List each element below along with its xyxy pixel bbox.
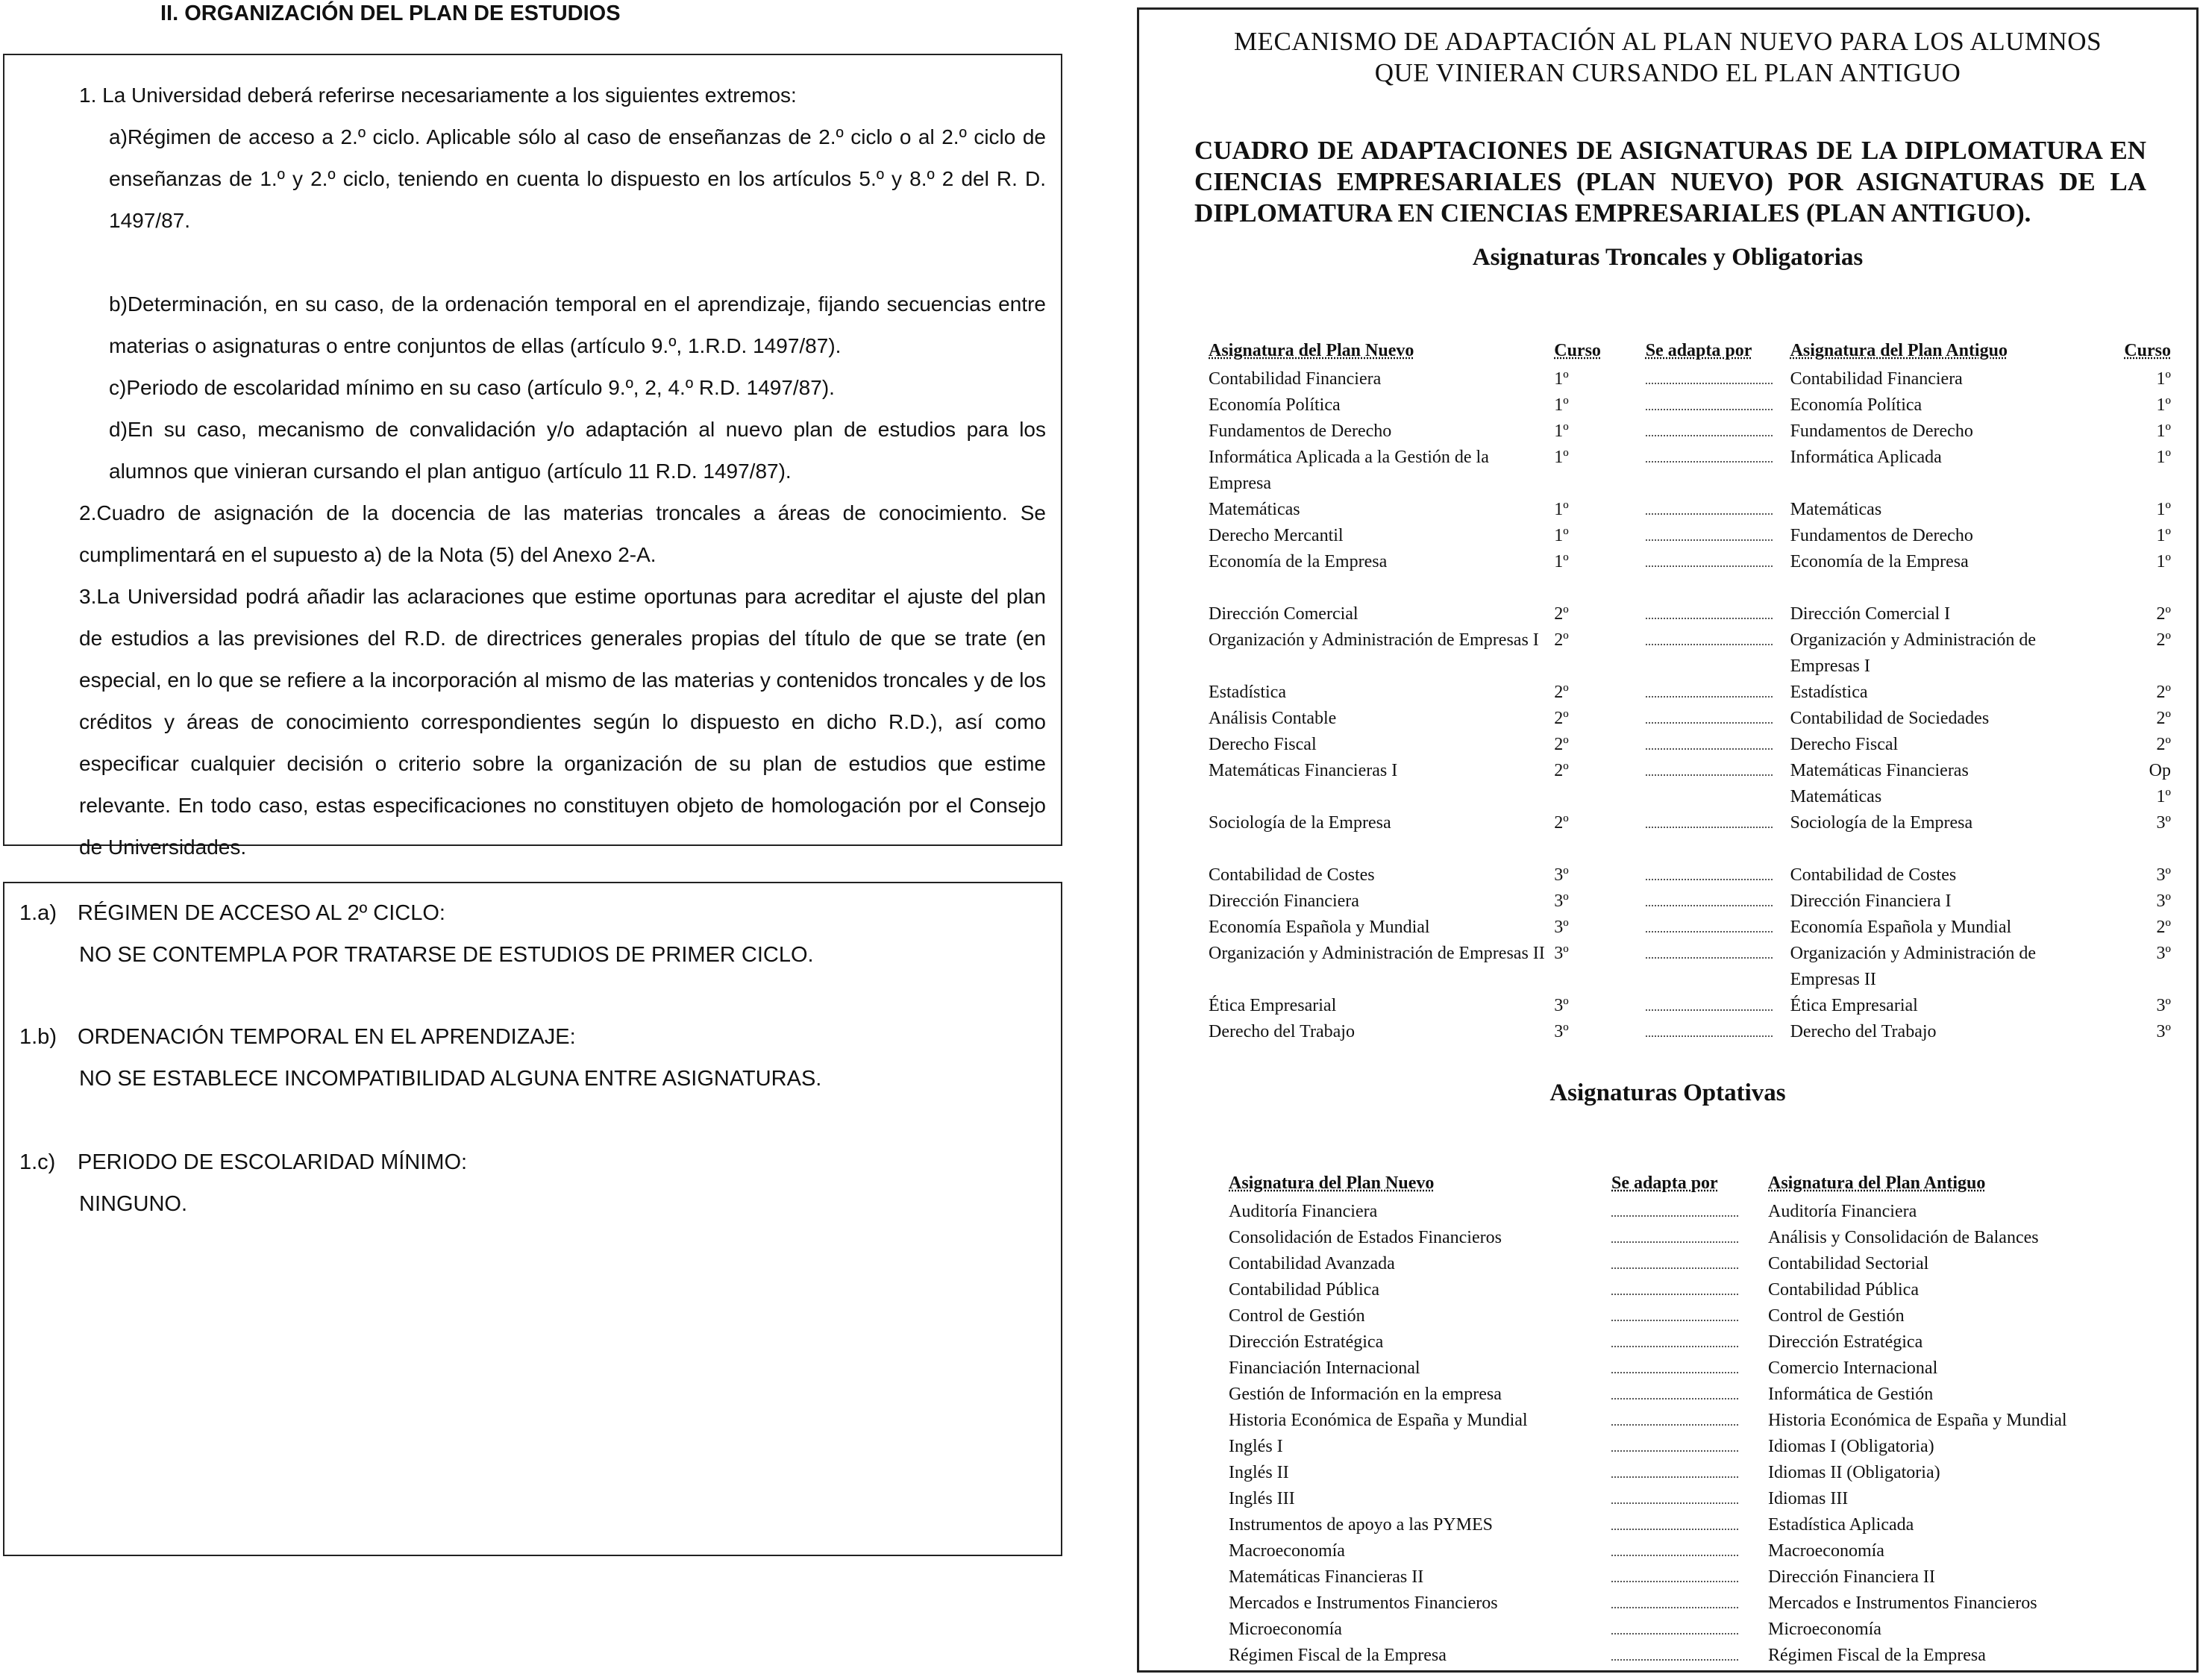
cell-subject-new: Derecho del Trabajo: [1209, 1022, 1355, 1041]
cell-dots: [1611, 1408, 1768, 1434]
cell-subject-new: Matemáticas Financieras I: [1209, 761, 1398, 780]
dotted-leader: [1646, 706, 1773, 724]
cell-curso-old: 2º: [2156, 604, 2171, 624]
cell-curso-old: 2º: [2156, 709, 2171, 728]
cell-subject-old: Dirección Financiera II: [1768, 1567, 1935, 1587]
cell-curso-new: 3º: [1554, 891, 1569, 911]
cell-subject-old: Informática de Gestión: [1768, 1385, 1934, 1404]
section-title: ORDENACIÓN TEMPORAL EN EL APRENDIZAJE:: [78, 1025, 576, 1049]
optativas-table: [1229, 1173, 2161, 1669]
cell-subject-old: Economía de la Empresa: [1790, 552, 1969, 571]
dotted-leader: [1646, 549, 1773, 567]
cell-curso-old: 1º: [2156, 787, 2171, 806]
spacer-row: [1209, 836, 2178, 862]
cell-subject-old: Matemáticas: [1790, 787, 1882, 806]
section-optativas: Asignaturas Optativas: [1549, 1079, 1786, 1106]
item-3: 3.La Universidad podrá añadir las aclaraciones que estime oportunas para acreditar el ajuste del plan de estudios a las previsiones del R.D. de directrices generales propias del título de que se trate (en especial, en lo que se refiere a la incorporación al mismo de las materias y contenidos troncales y de los créditos y áreas de conocimiento correspondientes según lo dispuesto en dicho R.D.), así como especificar cualquier decisión o criterio sobre la organización de su plan de estudios que estime relevante. En todo caso, estas especificaciones no constituyen objeto de homologación por el Consejo de Universidades.: [79, 585, 1046, 859]
cell-dots: [1611, 1590, 1768, 1617]
spacer-cell: [1209, 575, 2178, 601]
table-header-row: [1229, 1173, 2161, 1199]
item-1a: a)Régimen de acceso a 2.º ciclo. Aplicable sólo al caso de enseñanzas de 2.º ciclo o al 2.º ciclo de enseñanzas de 1.º y 2.º ciclo, teniendo en cuenta lo dispuesto en los artículos 5.º y 8.º 2 del R. D. 1497/87.: [109, 125, 1046, 232]
table-row: [1229, 1199, 2161, 1225]
table-row: [1209, 392, 2178, 419]
table-row: [1229, 1434, 2161, 1460]
dotted-leader: [1646, 601, 1773, 619]
table-row: [1229, 1538, 2161, 1564]
cell-curso-new: 2º: [1554, 813, 1569, 833]
cell-subject-new: Inglés III: [1229, 1489, 1295, 1508]
cell-subject-new: Dirección Financiera: [1209, 891, 1359, 911]
dotted-leader: [1646, 888, 1773, 906]
cell-subject-old: Historia Económica de España y Mundial: [1768, 1411, 2067, 1430]
dotted-leader: [1611, 1251, 1738, 1269]
cell-subject-old: Macroeconomía: [1768, 1541, 1884, 1561]
cell-subject-new: Derecho Fiscal: [1209, 735, 1317, 754]
panel-title-line-2: QUE VINIERAN CURSANDO EL PLAN ANTIGUO: [1374, 58, 1961, 87]
table-row: [1209, 366, 2178, 392]
cell-curso-new: 2º: [1554, 761, 1569, 780]
item-2: 2.Cuadro de asignación de la docencia de las materias troncales a áreas de conocimiento. Se cumplimentará en el supuesto a) de la Nota (5) del Anexo 2-A.: [79, 501, 1046, 566]
item-1b: b)Determinación, en su caso, de la ordenación temporal en el aprendizaje, fijando secuencias entre materias o asignaturas o entre conjuntos de ellas (artículo 9.º, 1.R.D. 1497/87).: [109, 292, 1046, 357]
cell-curso-old: 1º: [2156, 526, 2171, 545]
cell-dots: [1611, 1329, 1768, 1355]
cell-subject-new: Matemáticas: [1209, 500, 1300, 519]
cell-dots: [1611, 1486, 1768, 1512]
cell-subject-old: Fundamentos de Derecho: [1790, 421, 1973, 441]
cell-subject-old: Derecho Fiscal: [1790, 735, 1899, 754]
cell-dots: [1646, 993, 1790, 1019]
table-row: [1229, 1460, 2161, 1486]
cell-dots: [1646, 915, 1790, 941]
table-header-row: [1209, 341, 2178, 366]
cell-subject-new: Auditoría Financiera: [1229, 1202, 1378, 1221]
cell-dots: [1646, 497, 1790, 523]
cell-curso-old: 3º: [2156, 996, 2171, 1015]
cell-subject-old: Dirección Financiera I: [1790, 891, 1952, 911]
table-row: [1209, 784, 2178, 810]
cell-curso-new: 1º: [1554, 421, 1569, 441]
section-body: NINGUNO.: [79, 1192, 187, 1216]
dotted-leader: [1611, 1329, 1738, 1347]
cell-subject-new: Fundamentos de Derecho: [1209, 421, 1392, 441]
table-row: [1209, 419, 2178, 445]
dotted-leader: [1611, 1617, 1738, 1634]
dotted-leader: [1611, 1355, 1738, 1373]
cell-dots: [1646, 601, 1790, 627]
dotted-leader: [1611, 1460, 1738, 1478]
adaptation-panel: [1137, 7, 2199, 1673]
cell-subject-old: Dirección Estratégica: [1768, 1332, 1923, 1352]
cell-curso-new: [1554, 784, 1645, 810]
col-header-curso-old: Curso: [2124, 341, 2171, 360]
cell-dots: [1646, 1019, 1790, 1045]
cell-curso-old: 2º: [2156, 630, 2171, 650]
cell-subject-old: Informática Aplicada: [1790, 448, 1942, 467]
table-row: [1229, 1408, 2161, 1434]
cell-curso-new: 3º: [1554, 865, 1569, 885]
cell-dots: [1611, 1251, 1768, 1277]
cell-dots: [1646, 758, 1790, 784]
cell-dots: [1611, 1512, 1768, 1538]
cell-curso-new: 2º: [1554, 735, 1569, 754]
table-row: [1209, 888, 2178, 915]
table-row: [1229, 1617, 2161, 1643]
cell-curso-old: 2º: [2156, 735, 2171, 754]
section-1b: [19, 1025, 822, 1091]
cell-curso-new: 3º: [1554, 944, 1569, 963]
cell-curso-new: 2º: [1554, 604, 1569, 624]
cell-curso-old: 3º: [2156, 1022, 2171, 1041]
cell-subject-new: Inglés II: [1229, 1463, 1289, 1482]
cell-dots: [1611, 1382, 1768, 1408]
col-header-curso: Curso: [1554, 341, 1601, 360]
cell-subject-old: Análisis y Consolidación de Balances: [1768, 1228, 2039, 1247]
cell-subject-new: Contabilidad Financiera: [1209, 369, 1382, 389]
cell-curso-new: 2º: [1554, 630, 1569, 650]
cell-subject-old: Organización y Administración de Empresas II: [1790, 944, 2037, 989]
cell-subject-old: Fundamentos de Derecho: [1790, 526, 1973, 545]
cell-subject-new: Estadística: [1209, 683, 1286, 702]
cell-curso-old: 2º: [2156, 918, 2171, 937]
cell-dots: [1646, 366, 1790, 392]
table-row: [1229, 1590, 2161, 1617]
cell-subject-new: Control de Gestión: [1229, 1306, 1365, 1326]
cell-curso-new: 1º: [1554, 448, 1569, 467]
dotted-leader: [1611, 1199, 1738, 1217]
spacer-cell: [1209, 836, 2178, 862]
panel-title-line-1: MECANISMO DE ADAPTACIÓN AL PLAN NUEVO PARA LOS ALUMNOS: [1233, 27, 2102, 56]
item-1d: d)En su caso, mecanismo de convalidación y/o adaptación al nuevo plan de estudios para los alumnos que vinieran cursando el plan antiguo (artículo 11 R.D. 1497/87).: [109, 418, 1046, 483]
col-header-new: Asignatura del Plan Nuevo: [1229, 1173, 1435, 1193]
dotted-leader: [1611, 1382, 1738, 1400]
cell-subject-new: Mercados e Instrumentos Financieros: [1229, 1593, 1498, 1613]
dotted-leader: [1611, 1538, 1738, 1556]
cell-subject-new: Microeconomía: [1229, 1620, 1342, 1639]
table-row: [1209, 549, 2178, 575]
cell-subject-old: Control de Gestión: [1768, 1306, 1905, 1326]
cell-subject-old: Idiomas I (Obligatoria): [1768, 1437, 1934, 1456]
cell-subject-old: Idiomas III: [1768, 1489, 1849, 1508]
cell-subject-old: Contabilidad Financiera: [1790, 369, 1963, 389]
page-heading: II. ORGANIZACIÓN DEL PLAN DE ESTUDIOS: [160, 1, 621, 25]
dotted-leader: [1646, 941, 1773, 959]
table-row: [1209, 497, 2178, 523]
cell-dots: [1611, 1564, 1768, 1590]
cell-curso-old: Op: [2149, 761, 2171, 780]
cell-curso-old: 1º: [2156, 500, 2171, 519]
cell-subject-new: Contabilidad Pública: [1229, 1280, 1379, 1300]
dotted-leader: [1611, 1277, 1738, 1295]
cell-dots: [1611, 1303, 1768, 1329]
cell-subject-old: Contabilidad de Costes: [1790, 865, 1957, 885]
cell-dots: [1646, 549, 1790, 575]
cell-subject-new: Matemáticas Financieras II: [1229, 1567, 1424, 1587]
cell-dots: [1646, 941, 1790, 993]
cell-dots: [1611, 1199, 1768, 1225]
table-row: [1229, 1225, 2161, 1251]
cell-subject-old: Estadística: [1790, 683, 1868, 702]
cell-curso-old: 1º: [2156, 552, 2171, 571]
section-body: NO SE CONTEMPLA POR TRATARSE DE ESTUDIOS DE PRIMER CICLO.: [79, 943, 814, 967]
table-row: [1209, 523, 2178, 549]
cell-curso-new: 3º: [1554, 996, 1569, 1015]
cell-subject-old: Economía Política: [1790, 395, 1922, 415]
cell-dots: [1646, 810, 1790, 836]
cell-subject-new: Consolidación de Estados Financieros: [1229, 1228, 1502, 1247]
cell-dots: [1646, 862, 1790, 888]
cell-curso-old: 1º: [2156, 395, 2171, 415]
cell-curso-old: 3º: [2156, 813, 2171, 833]
cell-subject-new: Derecho Mercantil: [1209, 526, 1344, 545]
cell-curso-new: 2º: [1554, 683, 1569, 702]
item-1-intro: 1. La Universidad deberá referirse necesariamente a los siguientes extremos:: [79, 84, 797, 107]
table-row: [1229, 1251, 2161, 1277]
dotted-leader: [1646, 732, 1773, 750]
table-row: [1209, 758, 2178, 784]
cell-dots: [1646, 784, 1790, 810]
cell-subject-old: Auditoría Financiera: [1768, 1202, 1917, 1221]
dotted-leader: [1611, 1512, 1738, 1530]
cell-curso-new: 1º: [1554, 395, 1569, 415]
dotted-leader: [1611, 1303, 1738, 1321]
cell-dots: [1611, 1643, 1768, 1669]
cell-subject-new: [1209, 784, 1554, 810]
section-title: RÉGIMEN DE ACCESO AL 2º CICLO:: [78, 901, 445, 925]
table-row: [1209, 732, 2178, 758]
cell-dots: [1646, 627, 1790, 680]
cell-subject-old: Contabilidad de Sociedades: [1790, 709, 1990, 728]
cell-curso-new: 3º: [1554, 918, 1569, 937]
cell-dots: [1646, 732, 1790, 758]
section-1a: [19, 901, 814, 967]
cell-subject-new: Análisis Contable: [1209, 709, 1337, 728]
cell-subject-old: Microeconomía: [1768, 1620, 1881, 1639]
table-row: [1229, 1512, 2161, 1538]
cell-subject-new: Contabilidad de Costes: [1209, 865, 1375, 885]
responses-box: [3, 882, 1062, 1556]
section-troncales: Asignaturas Troncales y Obligatorias: [1472, 244, 1864, 271]
cell-dots: [1611, 1617, 1768, 1643]
table-row: [1209, 706, 2178, 732]
dotted-leader: [1646, 993, 1773, 1011]
cell-subject-old: Estadística Aplicada: [1768, 1515, 1914, 1535]
col-header-old: Asignatura del Plan Antiguo: [1790, 341, 2008, 360]
cell-curso-old: 1º: [2156, 448, 2171, 467]
cell-dots: [1646, 392, 1790, 419]
dotted-leader: [1646, 915, 1773, 933]
table-row: [1229, 1355, 2161, 1382]
table-row: [1209, 1019, 2178, 1045]
cell-curso-old: 1º: [2156, 421, 2171, 441]
dotted-leader: [1611, 1486, 1738, 1504]
cell-subject-old: Contabilidad Sectorial: [1768, 1254, 1929, 1273]
dotted-leader: [1646, 758, 1773, 776]
dotted-leader: [1646, 392, 1773, 410]
cell-subject-new: Instrumentos de apoyo a las PYMES: [1229, 1515, 1493, 1535]
table-row: [1209, 941, 2178, 993]
dotted-leader: [1646, 627, 1773, 645]
dotted-leader: [1611, 1225, 1738, 1243]
cell-subject-new: Macroeconomía: [1229, 1541, 1345, 1561]
table-row: [1229, 1643, 2161, 1669]
cell-subject-new: Ética Empresarial: [1209, 996, 1337, 1015]
section-1c: [19, 1150, 468, 1216]
cell-curso-old: 3º: [2156, 865, 2171, 885]
cell-subject-old: Idiomas II (Obligatoria): [1768, 1463, 1940, 1482]
cell-subject-new: Inglés I: [1229, 1437, 1283, 1456]
section-title: PERIODO DE ESCOLARIDAD MÍNIMO:: [78, 1150, 468, 1174]
cell-dots: [1611, 1225, 1768, 1251]
cell-subject-new: Organización y Administración de Empresas I: [1209, 630, 1539, 650]
dotted-leader: [1646, 862, 1773, 880]
dotted-leader: [1646, 445, 1773, 463]
troncales-table: [1209, 341, 2178, 1045]
table-row: [1209, 601, 2178, 627]
cell-subject-old: Economía Española y Mundial: [1790, 918, 2012, 937]
cell-subject-old: Contabilidad Pública: [1768, 1280, 1919, 1300]
section-code: 1.b): [19, 1025, 57, 1049]
col-header-adapta: Se adapta por: [1645, 341, 1752, 360]
cell-subject-new: Dirección Estratégica: [1229, 1332, 1384, 1352]
cell-curso-old: 1º: [2156, 369, 2171, 389]
dotted-leader: [1646, 523, 1773, 541]
cell-dots: [1611, 1355, 1768, 1382]
cell-subject-old: Matemáticas: [1790, 500, 1882, 519]
table-row: [1229, 1564, 2161, 1590]
cell-subject-new: Economía Española y Mundial: [1209, 918, 1430, 937]
cell-subject-new: Economía Política: [1209, 395, 1341, 415]
cell-subject-old: Sociología de la Empresa: [1790, 813, 1973, 833]
spacer-row: [1209, 575, 2178, 601]
cell-dots: [1646, 888, 1790, 915]
cell-subject-new: Gestión de Información en la empresa: [1229, 1385, 1502, 1404]
table-row: [1229, 1329, 2161, 1355]
cell-curso-new: 2º: [1554, 709, 1569, 728]
table-row: [1209, 680, 2178, 706]
cell-subject-new: Contabilidad Avanzada: [1229, 1254, 1395, 1273]
table-row: [1209, 993, 2178, 1019]
col-header-adapta: Se adapta por: [1611, 1173, 1718, 1193]
dotted-leader: [1611, 1434, 1738, 1452]
dotted-leader: [1646, 680, 1773, 698]
cell-subject-new: Organización y Administración de Empresas II: [1209, 944, 1545, 963]
table-row: [1229, 1486, 2161, 1512]
cell-curso-new: 1º: [1554, 526, 1569, 545]
cell-subject-new: Dirección Comercial: [1209, 604, 1359, 624]
cell-dots: [1646, 680, 1790, 706]
dotted-leader: [1611, 1408, 1738, 1426]
cell-subject-new: Financiación Internacional: [1229, 1358, 1420, 1378]
cell-curso-new: 3º: [1554, 1022, 1569, 1041]
cell-subject-new: Economía de la Empresa: [1209, 552, 1388, 571]
cell-curso-old: 2º: [2156, 683, 2171, 702]
cell-dots: [1646, 523, 1790, 549]
cell-dots: [1611, 1538, 1768, 1564]
cell-subject-new: Régimen Fiscal de la Empresa: [1229, 1646, 1447, 1665]
panel-subtitle: CUADRO DE ADAPTACIONES DE ASIGNATURAS DE LA DIPLOMATURA EN CIENCIAS EMPRESARIALES (PLAN NUEVO) POR ASIGNATURAS DE LA DIPLOMATURA EN CIENCIAS EMPRESARIALES (PLAN ANTIGUO).: [1194, 136, 2146, 228]
table-row: [1229, 1382, 2161, 1408]
cell-subject-new: Historia Económica de España y Mundial: [1229, 1411, 1528, 1430]
col-header-new: Asignatura del Plan Nuevo: [1209, 341, 1414, 360]
col-header-old: Asignatura del Plan Antiguo: [1768, 1173, 1986, 1193]
cell-dots: [1611, 1460, 1768, 1486]
dotted-leader: [1646, 810, 1773, 828]
cell-subject-old: Ética Empresarial: [1790, 996, 1918, 1015]
table-row: [1209, 627, 2178, 680]
cell-subject-old: Derecho del Trabajo: [1790, 1022, 1937, 1041]
dotted-leader: [1646, 1019, 1773, 1037]
section-code: 1.c): [19, 1150, 56, 1174]
item-1c: c)Periodo de escolaridad mínimo en su caso (artículo 9.º, 2, 4.º R.D. 1497/87).: [109, 376, 835, 399]
dotted-leader: [1611, 1590, 1738, 1608]
dotted-leader: [1611, 1564, 1738, 1582]
cell-subject-old: Dirección Comercial I: [1790, 604, 1951, 624]
table-row: [1209, 862, 2178, 888]
cell-subject-old: Régimen Fiscal de la Empresa: [1768, 1646, 1986, 1665]
table-row: [1209, 810, 2178, 836]
cell-curso-old: 3º: [2156, 891, 2171, 911]
cell-dots: [1646, 706, 1790, 732]
cell-dots: [1611, 1277, 1768, 1303]
dotted-leader: [1611, 1643, 1738, 1661]
section-body: NO SE ESTABLECE INCOMPATIBILIDAD ALGUNA ENTRE ASIGNATURAS.: [79, 1067, 822, 1091]
table-row: [1229, 1303, 2161, 1329]
cell-subject-old: Comercio Internacional: [1768, 1358, 1938, 1378]
cell-subject-old: Organización y Administración de Empresas I: [1790, 630, 2037, 676]
cell-subject-old: Mercados e Instrumentos Financieros: [1768, 1593, 2037, 1613]
table-row: [1229, 1277, 2161, 1303]
section-code: 1.a): [19, 901, 57, 925]
table-row: [1209, 915, 2178, 941]
cell-subject-old: Matemáticas Financieras: [1790, 761, 1969, 780]
cell-curso-old: 3º: [2156, 944, 2171, 963]
table-row: [1209, 445, 2178, 497]
cell-subject-new: Informática Aplicada a la Gestión de la Empresa: [1209, 448, 1489, 493]
instructions-box: [3, 54, 1062, 859]
cell-dots: [1611, 1434, 1768, 1460]
cell-curso-new: 1º: [1554, 500, 1569, 519]
cell-dots: [1646, 419, 1790, 445]
dotted-leader: [1646, 419, 1773, 436]
cell-curso-new: 1º: [1554, 369, 1569, 389]
cell-subject-new: Sociología de la Empresa: [1209, 813, 1391, 833]
cell-dots: [1646, 445, 1790, 497]
cell-curso-new: 1º: [1554, 552, 1569, 571]
dotted-leader: [1646, 497, 1773, 515]
dotted-leader: [1646, 366, 1773, 384]
